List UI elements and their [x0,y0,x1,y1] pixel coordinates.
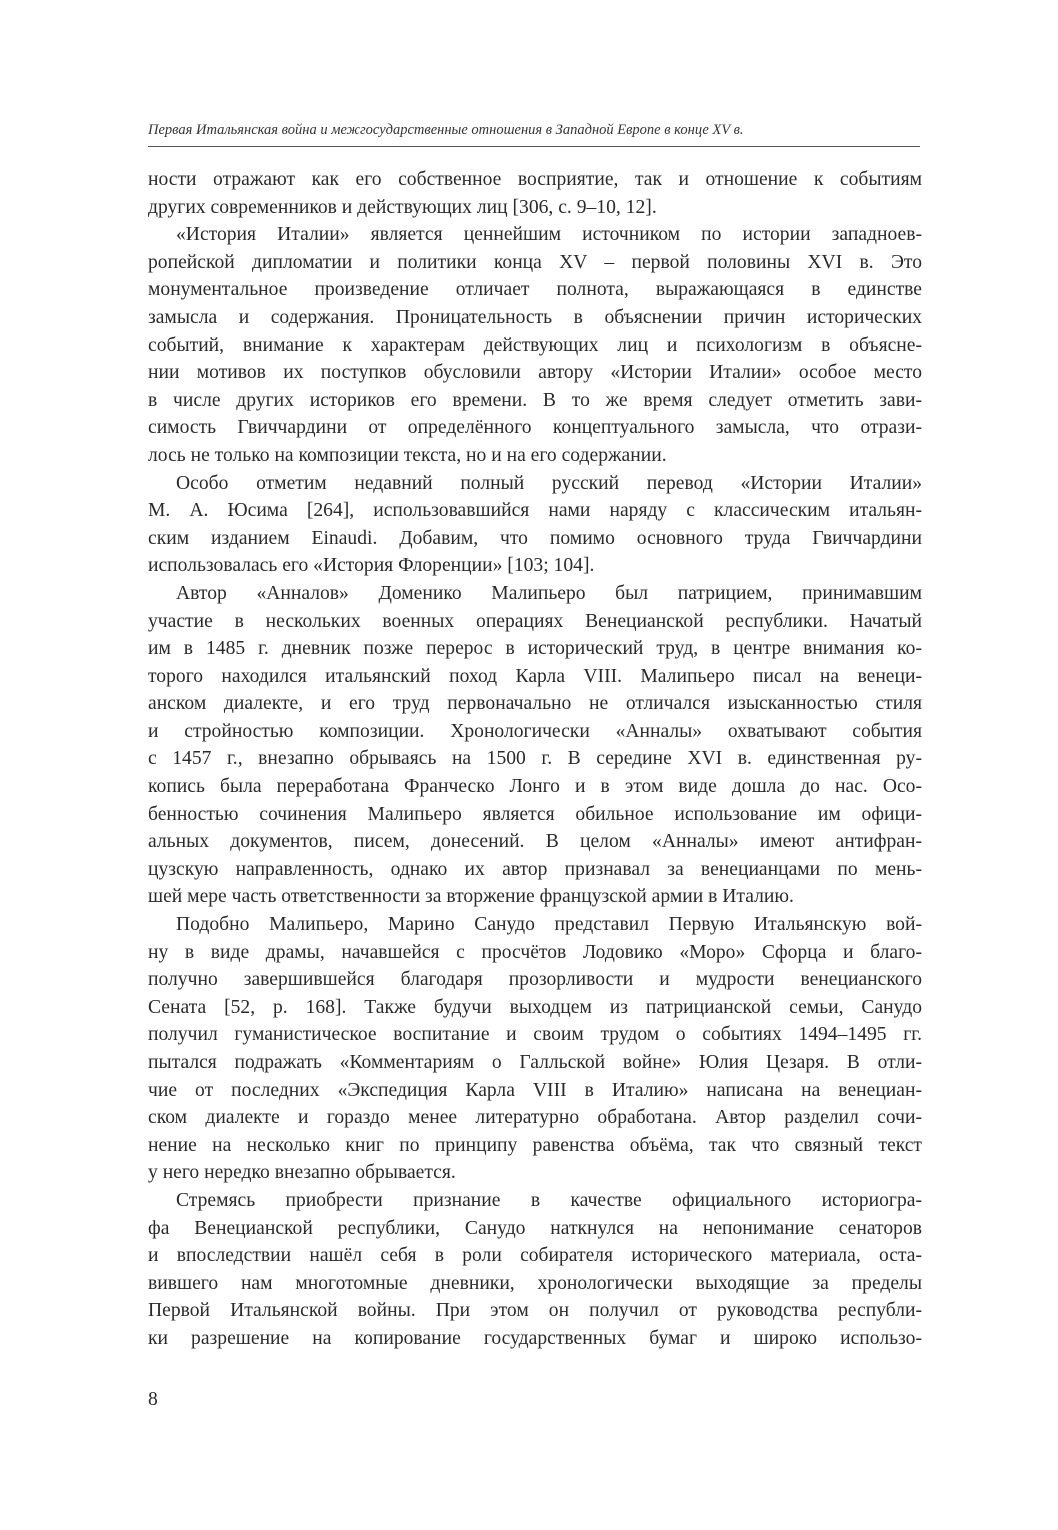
text-line: чие от последних «Экспедиция Карла VIII в Италию» написана на венециан- [148,1079,922,1101]
text-line: монументальное произведение отличает полнота, выражающаяся в единстве [148,279,922,301]
text-line: копись была переработана Франческо Лонго и в этом виде дошла до нас. Осо- [148,776,922,798]
text-line: пытался подражать «Комментариям о Галльской войне» Юлия Цезаря. В отли- [148,1052,922,1073]
text-line: у него нередко внезапно обрывается. [148,1162,456,1184]
text-line: получил гуманистическое воспитание и своим трудом о событиях 1494–1495 гг. [148,1024,922,1046]
text-line: Подобно Малипьеро, Марино Санудо представил Первую Итальянскую вой- [176,914,922,936]
text-line: фа Венецианской республики, Санудо наткнулся на непонимание сенаторов [148,1217,922,1239]
text-line: участие в нескольких военных операциях Венецианской республики. Начатый [148,610,922,632]
text-line: использовалась его «История Флоренции» [103; 104]. [148,555,595,577]
running-header: Первая Итальянская война и межгосударственные отношения в Западной Европе в конце XV в. [148,122,744,138]
text-line: лось не только на композиции текста, но и на его содержании. [148,444,667,466]
text-line: нение на несколько книг по принципу равенства объёма, так что связный текст [148,1134,922,1156]
text-line: им в 1485 г. дневник позже перерос в исторический труд, в центре внимания ко- [148,638,922,660]
header-rule [148,146,920,147]
text-line: Автор «Анналов» Доменико Малипьеро был патрицием, принимавшим [176,582,922,604]
text-line: замысла и содержания. Проницательность в объяснении причин исторических [148,306,922,328]
text-line: М. А. Юсима [264], использовавшийся нами наряду с классическим итальян- [148,500,922,522]
text-line: анском диалекте, и его труд первоначально не отличался изысканностью стиля [148,693,922,715]
body-text [148,166,922,1353]
text-line: ским изданием Einaudi. Добавим, что помимо основного труда Гвиччардини [148,527,922,549]
page-number: 8 [148,1389,158,1410]
text-line: с 1457 г., внезапно обрываясь на 1500 г. В середине XVI в. единственная ру- [148,748,922,770]
text-line: вившего нам многотомные дневники, хронологически выходящие за пределы [148,1272,922,1294]
text-line: получно завершившейся благодаря прозорливости и мудрости венецианского [148,969,922,991]
text-line: торого находился итальянский поход Карла VIII. Малипьеро писал на венеци- [148,665,922,687]
text-line: нии мотивов их поступков обусловили автору «Истории Италии» особое место [148,362,922,384]
text-line: Особо отметим недавний полный русский перевод «Истории Италии» [176,472,922,494]
text-line: ности отражают как его собственное восприятие, так и отношение к событиям [148,169,922,190]
text-line: и впоследствии нашёл себя в роли собирателя исторического материала, оста- [148,1245,922,1267]
text-line: ском диалекте и гораздо менее литературно обработана. Автор разделил сочи- [148,1107,922,1129]
text-line: симость Гвиччардини от определённого концептуального замысла, что отрази- [148,417,922,439]
text-line: в числе других историков его времени. В то же время следует отметить зави- [148,389,922,411]
text-line: шей мере часть ответственности за вторжение французской армии в Италию. [148,886,794,908]
text-line: бенностью сочинения Малипьеро является обильное использование им офици- [148,803,922,825]
text-line: других современников и действующих лиц [306, с. 9–10, 12]. [148,196,657,218]
text-line: Сената [52, p. 168]. Также будучи выходцем из патрицианской семьи, Санудо [148,996,922,1018]
text-line: ки разрешение на копирование государственных бумаг и широко использо- [148,1327,922,1349]
text-line: и стройностью композиции. Хронологически «Анналы» охватывают события [148,720,922,742]
text-line: ну в виде драмы, начавшейся с просчётов Лодовико «Моро» Сфорца и благо- [148,941,922,963]
text-line: альных документов, писем, донесений. В целом «Анналы» имеют антифран- [148,831,922,853]
text-line: событий, внимание к характерам действующих лиц и психологизм в объясне- [148,334,922,356]
text-line: ропейской дипломатии и политики конца XV – первой половины XVI в. Это [148,251,922,273]
text-line: цузскую направленность, однако их автор признавал за венецианцами по мень- [148,858,922,880]
text-line: Стремясь приобрести признание в качестве официального историогра- [176,1189,922,1211]
text-line: «История Италии» является ценнейшим источником по истории западноев- [176,224,922,246]
text-line: Первой Итальянской войны. При этом он получил от руководства республи- [148,1300,922,1322]
